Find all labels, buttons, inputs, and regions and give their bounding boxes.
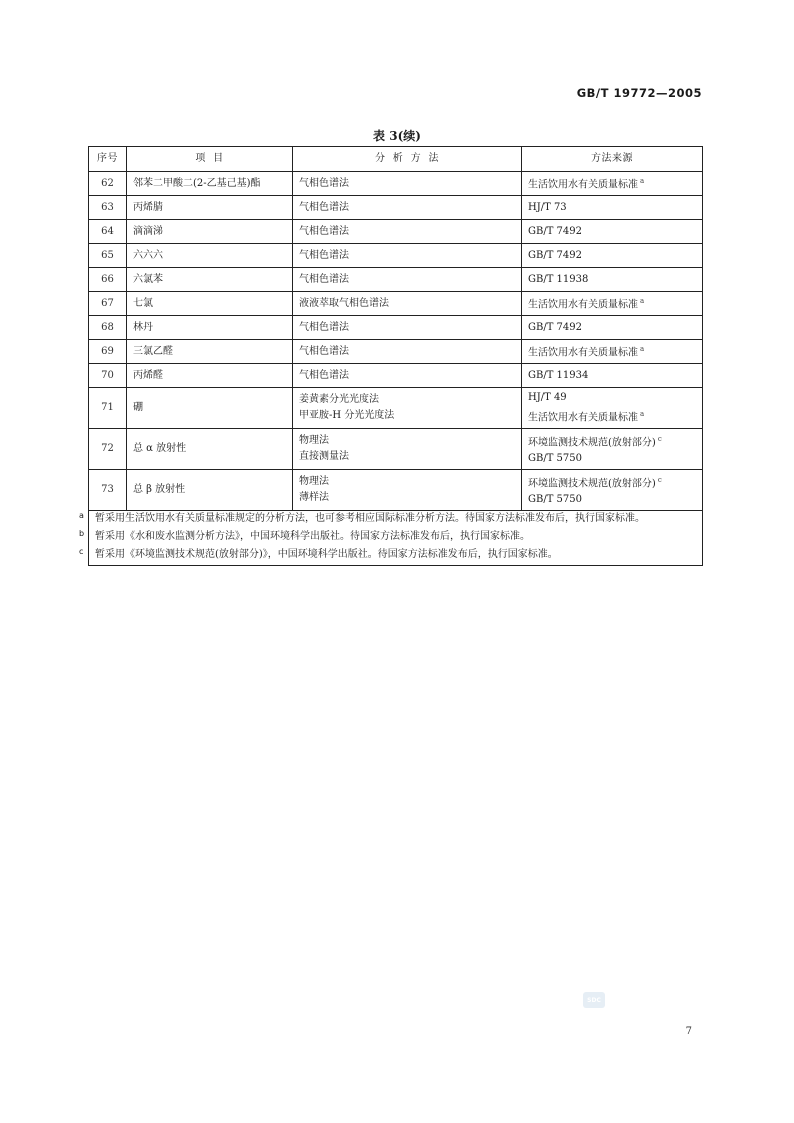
row-seq: 72 [89,429,127,470]
source-text: GB/T 11938 [528,273,589,285]
row-source [522,340,703,364]
row-method [293,268,522,292]
source-text: 生活饮用水有关质量标准 [528,179,638,191]
footnote-mark: c [79,547,84,556]
row-method [293,388,522,429]
source-line [528,272,696,288]
row-source [522,388,703,429]
method-line: 物理法 [299,435,329,446]
row-item: 六氯苯 [127,268,293,292]
row-method [293,220,522,244]
row-seq: 68 [89,316,127,340]
source-line [528,320,696,336]
table-row [89,292,703,316]
source-line [528,406,696,426]
table-row [89,429,703,470]
row-method [293,172,522,196]
table-row [89,268,703,292]
row-item: 邻苯二甲酸二(2-乙基己基)酯 [127,172,293,196]
row-source [522,268,703,292]
method-line: 直接测量法 [299,451,349,462]
method-line: 气相色谱法 [299,201,349,213]
table-row [89,316,703,340]
footnote-text: 暂采用《水和废水监测分析方法》，中国环境科学出版社。待国家方法标准发布后，执行国家标准。 [95,531,530,542]
row-method [293,364,522,388]
row-seq: 63 [89,196,127,220]
method-line: 气相色谱法 [299,369,349,381]
method-line: 液液萃取气相色谱法 [299,297,389,309]
method-line: 气相色谱法 [299,321,349,333]
table-row [89,244,703,268]
row-source [522,429,703,470]
source-line [528,390,696,406]
table-row [89,470,703,511]
source-line [528,200,696,216]
source-line [528,492,696,508]
source-text: 环境监测技术规范(放射部分) [528,478,656,490]
standard-number: GB/T 19772—2005 [576,86,702,100]
footnote-mark: a [79,511,84,520]
footnote [79,547,696,563]
row-seq: 71 [89,388,127,429]
row-seq: 64 [89,220,127,244]
source-text: 生活饮用水有关质量标准 [528,347,638,359]
sdc-watermark-logo [583,992,605,1008]
col-header-seq: 序号 [89,147,127,172]
col-header-method: 分 析 方 法 [293,147,522,172]
source-text: GB/T 5750 [528,453,583,465]
footnote-ref: c [657,434,662,443]
row-item: 丙烯醛 [127,364,293,388]
row-method [293,429,522,470]
footnote [79,511,696,527]
page-number: 7 [685,1026,692,1037]
footnote-ref: a [640,297,645,306]
method-line: 甲亚胺-H 分光光度法 [299,410,395,421]
notes-row [89,511,703,566]
row-seq: 67 [89,292,127,316]
method-line: 气相色谱法 [299,345,349,357]
row-source [522,364,703,388]
row-item: 林丹 [127,316,293,340]
row-source [522,244,703,268]
row-item: 硼 [127,388,293,429]
method-line: 薄样法 [299,492,329,503]
source-line [528,451,696,467]
footnote-ref: a [640,345,645,354]
row-seq: 69 [89,340,127,364]
source-line [528,431,696,451]
source-text: HJ/T 73 [528,201,567,213]
row-item: 六六六 [127,244,293,268]
row-seq: 65 [89,244,127,268]
row-seq: 66 [89,268,127,292]
row-source [522,196,703,220]
method-line: 气相色谱法 [299,273,349,285]
col-header-source: 方法来源 [522,147,703,172]
footnote-mark: b [79,529,85,538]
source-text: GB/T 11934 [528,369,589,381]
source-text: 生活饮用水有关质量标准 [528,412,638,424]
source-line [528,224,696,240]
row-method [293,244,522,268]
col-header-item: 项 目 [127,147,293,172]
row-method [293,196,522,220]
method-line: 气相色谱法 [299,177,349,189]
method-line: 气相色谱法 [299,249,349,261]
source-line [528,248,696,264]
table-row [89,364,703,388]
footnote-text: 暂采用《环境监测技术规范(放射部分)》，中国环境科学出版社。待国家方法标准发布后，执行国家标准。 [95,549,558,560]
table-header-row [89,147,703,172]
row-item: 总 α 放射性 [127,429,293,470]
watermark-text: SDC [587,996,601,1004]
row-method [293,316,522,340]
source-line [528,341,696,361]
row-item: 滴滴涕 [127,220,293,244]
method-line: 物理法 [299,476,329,487]
row-source [522,172,703,196]
table-row [89,220,703,244]
table-body [79,172,703,566]
footnote-ref: a [640,177,645,186]
row-seq: 62 [89,172,127,196]
table-row [89,388,703,429]
row-item: 总 β 放射性 [127,470,293,511]
table-row [89,340,703,364]
method-line: 气相色谱法 [299,225,349,237]
method-table [79,146,703,566]
source-line [528,293,696,313]
source-line [528,368,696,384]
row-seq: 70 [89,364,127,388]
row-seq: 73 [89,470,127,511]
source-text: 生活饮用水有关质量标准 [528,299,638,311]
footnote [79,529,696,545]
table-caption: 表 3(续) [373,129,421,143]
source-text: GB/T 5750 [528,494,583,506]
row-item: 七氯 [127,292,293,316]
source-line [528,173,696,193]
row-source [522,220,703,244]
source-text: HJ/T 49 [528,391,567,403]
table-notes [79,511,703,566]
row-item: 丙烯腈 [127,196,293,220]
source-text: GB/T 7492 [528,225,583,237]
source-line [528,472,696,492]
row-source [522,292,703,316]
source-text: 环境监测技术规范(放射部分) [528,437,656,449]
footnote-ref: a [640,409,645,418]
source-text: GB/T 7492 [528,321,583,333]
row-method [293,340,522,364]
method-line: 姜黄素分光光度法 [299,394,379,405]
row-item: 三氯乙醛 [127,340,293,364]
row-source [522,316,703,340]
footnote-ref: c [657,475,662,484]
row-source [522,470,703,511]
source-text: GB/T 7492 [528,249,583,261]
footnote-text: 暂采用生活饮用水有关质量标准规定的分析方法，也可参考相应国际标准分析方法。待国家方法标准发布后，执行国家标准。 [95,513,645,524]
row-method [293,292,522,316]
row-method [293,470,522,511]
table-row [89,196,703,220]
table-row [89,172,703,196]
